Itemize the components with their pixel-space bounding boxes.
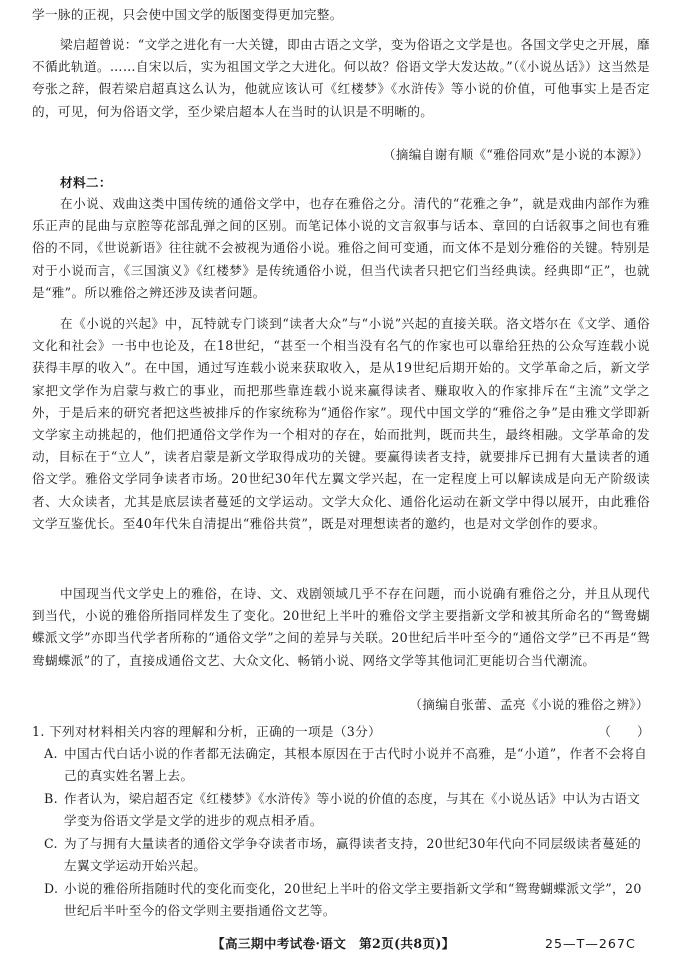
material1-source: （摘编自谢有顺《“雅俗同欢”是小说的本源》） xyxy=(382,147,649,162)
material2-paragraph-1: 在小说、戏曲这类中国传统的通俗文学中，也存在雅俗之分。清代的“花雅之争”，就是戏曲内部作为雅乐正声的昆曲与京腔等花部乱弹之间的区别。而笔记体小说的文言叙事与话本、章回的白话叙事之间也有雅俗的不同，《世说新语》往往就不会被视为通俗小说。雅俗之间可变通，而文体不是划分雅俗的关键。特别是对于小说而言，《三国演义》《红楼梦》是传统通俗小说，但当代读者只把它们当经典读。经典即“正”，也就是“雅”。所以雅俗之辨还涉及读者问题。 xyxy=(32,196,650,300)
material1-paragraph: 梁启超曾说：“文学之进化有一大关键，即由古语之文学，变为俗语之文学是也。各国文学史之开展，靡不循此轨道。……自宋以后，实为祖国文学之大进化。何以故？俗语文学大发达故。”（《小说丛话》）这当然是夸张之辞，假若梁启超真这么认为，他就应该认可《红楼梦》《水浒传》等小说的价值，可他事实上是否定的，可见，何为俗语文学，至少梁启超本人在当时的认识是不明晰的。 xyxy=(32,37,650,119)
material2-paragraph-3: 中国现当代文学史上的雅俗，在诗、文、戏剧领域几乎不存在问题，而小说确有雅俗之分，并且从现代到当代，小说的雅俗所指同样发生了变化。20世纪上半叶的雅俗文学主要指新文学和被其所命名的“鸳鸯蝴蝶派文学”亦即当代学者所称的“通俗文学”之间的差异与关联。20世纪后半叶至今的“通俗文学”已不再是“鸳鸯蝴蝶派”的了，直接成通俗文艺、大众文化、畅销小说、网络文学等其他词汇更能切合当代潮流。 xyxy=(32,586,650,668)
option-letter: C. xyxy=(44,836,58,851)
option-c[interactable] xyxy=(44,833,650,877)
material1-closing-line: 学一脉的正视，只会使中国文学的版图变得更加完整。 xyxy=(32,7,343,22)
option-text: 中国古代白话小说的作者都无法确定，其根本原因在于古代时小说并不高雅，是“小道”，作者不会将自己的真实姓名署上去。 xyxy=(64,746,648,784)
option-a[interactable] xyxy=(44,743,650,787)
question-1-stem: 1. 下列对材料相关内容的理解和分析，正确的一项是（3分） xyxy=(32,724,382,739)
footer-title: 【高三期中考试卷·语文 第2页(共8页)】 xyxy=(212,936,455,951)
material2-paragraph-2: 在《小说的兴起》中，瓦特就专门谈到“读者大众”与“小说”兴起的直接关联。洛文塔尔在《文学、通俗文化和社会》一书中也论及，在18世纪，“甚至一个相当没有名气的作家也可以靠给狂热的公众写连载小说获得丰厚的收入”。在中国，通过写连载小说来获取收入，是从19世纪后期开始的。文学革命之后，新文学家把文学作为启蒙与救亡的事业，而把那些靠连载小说来赢得读者、赚取收入的作家排斥在“主流”文学之外，于是后来的研究者把这些被排斥的作家统称为“通俗作家”。现代中国文学的“雅俗之争”是由雅文学即新文学家主动挑起的，他们把通俗文学作为一个相对的存在，始而批判，既而共生，最终相融。文学革命的发动，目标在于“立人”，读者启蒙是新文学取得成功的关键。要赢得读者支持，就要排斥已拥有大量读者的通俗文学。雅俗文学同争读者市场。20世纪30年代左翼文学兴起，在一定程度上可以解读成是向无产阶级读者、大众读者，尤其是底层读者蔓延的文学运动。文学大众化、通俗化运动在新文学中得以展开，由此雅俗文学互鉴优长。至40年代朱自清提出“雅俗共赏”，既是对理想读者的邀约，也是对文学创作的要求。 xyxy=(32,316,650,531)
option-text: 作者认为，梁启超否定《红楼梦》《水浒传》等小说的价值的态度，与其在《小说丛话》中认为古语文学变为俗语文学是文学的进步的观点相矛盾。 xyxy=(64,791,641,829)
option-d[interactable] xyxy=(44,878,650,922)
question-1 xyxy=(32,721,650,743)
answer-blank[interactable]: （ ） xyxy=(598,724,650,739)
option-text: 小说的雅俗所指随时代的变化而变化，20世纪上半叶的俗文学主要指新文学和“鸳鸯蝴蝶派文学”，20世纪后半叶至今的俗文学则主要指通俗文艺等。 xyxy=(64,881,642,919)
page-footer xyxy=(0,933,677,955)
option-letter: D. xyxy=(44,881,59,896)
material2-heading: 材料二： xyxy=(60,175,112,190)
option-text: 为了与拥有大量读者的通俗文学争夺读者市场，赢得读者支持，20世纪30年代向不同层级读者蔓延的左翼文学运动开始兴起。 xyxy=(64,836,642,874)
footer-code: 25—T—267C xyxy=(545,936,636,951)
option-letter: A. xyxy=(44,746,58,761)
option-b[interactable] xyxy=(44,788,650,832)
option-letter: B. xyxy=(44,791,58,806)
material2-source: （摘编自张蕾、孟亮《小说的雅俗之辨》） xyxy=(409,697,649,712)
